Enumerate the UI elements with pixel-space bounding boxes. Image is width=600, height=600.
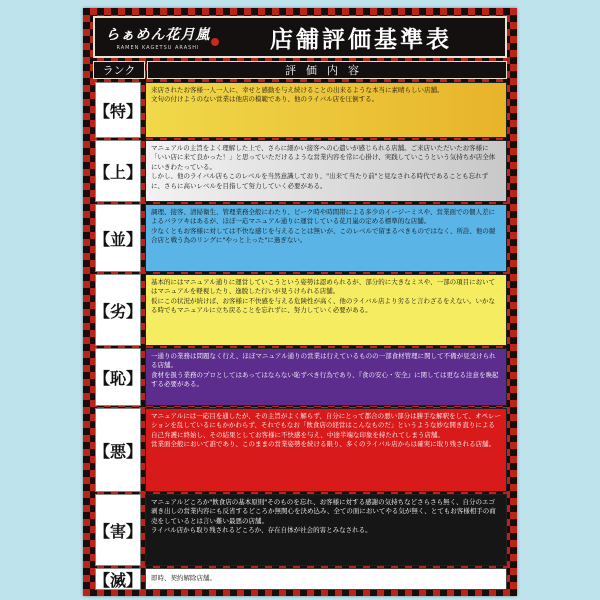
logo-text: らぁめん花月嵐 [105, 26, 211, 43]
rank-description [145, 348, 507, 406]
rank-description [145, 568, 507, 590]
rank-description [145, 204, 507, 272]
description-line: ライバル店から取り残されるどころか、存在自体が社会的害とみなされる。 [151, 526, 372, 535]
logo-seal-icon [211, 38, 219, 46]
rank-label: 【劣】 [94, 301, 143, 321]
rank-label-box [95, 274, 141, 346]
rank-row-gai [93, 494, 507, 566]
description-line: 少なくともお客様に対しては不快な感じを与えることは無いが、このレベルで留まるべきものではなく、所詮、他の競合店と戦う為のリングに"やっと上った"に過ぎない。 [151, 226, 496, 245]
description-line: 基本的にはマニュアル通りに運営していこうという姿勢は認められるが、部分的に大きなミスや、一部の項目においてはマニュアルを軽視したり、逸脱した行いが見うけられる店舗。 [151, 278, 496, 296]
rank-label-box [95, 204, 141, 272]
description-line: マニュアルの主旨をよく理解した上で、さらに細かい接客への心遣いが感じられる店舗。ご来店いただいたお客様に「いい店に来て良かった！」と思っていただけるような営業内容を常に心掛け、実践していこうという気持ちが店全体にいきわたっている。 [151, 144, 496, 171]
description-line: 営業面全般において誰であり、このままの営業姿勢を続ける限り、多くのライバル店からは確実に取り残される店舗。 [151, 440, 496, 449]
description-line: マニュアルには一応目を通したが、その主旨がよく解らず、自分にとって都合の悪い部分は勝手な解釈をして、オペレーションを乱しているにもかかわらず、それでもなお「飲食店の経営はこんなものだ」というような妙な開き直りによる自己弁護に終始し、その結果としてお客様に不快感を与え、中途半端な印象を持たれてしまう店舗。 [151, 412, 501, 439]
description-line: 食材を扱う業務のプロとしてはあってはならない恥ずべき行為であり、『食の安心・安全』に関しては更なる注意を喚起する必要がある。 [151, 370, 499, 389]
rank-label-box [95, 140, 141, 202]
rank-label: 【特】 [94, 101, 143, 121]
description-line: 仮にこの状況が続けば、お客様に不快感を与える危険性が高く、他のライバル店より劣ると言わざるをえない。いかなる時でもマニュアルに立ち戻ることを忘れずに、努力していく必要がある。 [151, 296, 496, 315]
column-header [93, 61, 507, 79]
rank-label-box [95, 82, 141, 138]
rank-row-retsu [93, 274, 507, 346]
rank-description [145, 140, 507, 202]
page-title: 店舗評価基準表 [270, 26, 452, 53]
rank-label-box [95, 408, 141, 492]
rank-label: 【上】 [94, 162, 143, 182]
rank-description [145, 494, 507, 566]
rank-row-chi [93, 348, 507, 406]
poster-header [93, 16, 507, 58]
description-line: 即時、契約解除店舗。 [151, 574, 216, 583]
description-line: 来店されたお客様一人一人に、幸せと感動を与え続けることの出来るような本当に素晴らしい店舗。 [151, 86, 444, 94]
rank-row-metsu [93, 568, 507, 590]
rank-label-box [95, 348, 141, 406]
rank-row-nami [93, 204, 507, 272]
rank-label: 【並】 [94, 229, 143, 249]
rank-row-aku [93, 408, 507, 492]
description-line: 調理、接客、清掃衛生、管理業務全般にわたり、ピーク時や時間帯による多少のイージーミスや、営業面での個人差によるバラツキはあるが、ほぼ一応マニュアル通りに運営している花月嵐の定める標準的な店舗。 [151, 208, 495, 226]
description-line: 一通りの業務は問題なく行え、ほぼマニュアル通りの営業は行えているものの一部食材管理に関して不備が見受けられる店舗。 [151, 352, 496, 370]
rank-label: 【害】 [94, 521, 143, 541]
logo-subtext: RAMEN KAGETSU ARASHI [116, 44, 200, 51]
rank-description [145, 82, 507, 138]
description-line: 文句の付けようのない営業は他店の模範であり、他のライバル店を圧倒する。 [151, 95, 379, 104]
rank-description [145, 274, 507, 346]
column-header-rank: ランク [93, 61, 145, 79]
rank-label: 【悪】 [94, 441, 143, 461]
rank-row-toku [93, 82, 507, 138]
brand-logo [99, 20, 217, 54]
rank-label-box [95, 568, 141, 590]
description-line: マニュアルどころか"飲食店の基本原則"そのものを忘れ、お客様に対する感謝の気持ちなどさらさら無く、自分のエゴ剥き出しの営業内容にも反省するどころか無関心を決め込み、全ての面においてやる気が無く、とてもお客様相手の商売をしているとは言い難い最悪の店舗。 [151, 498, 496, 525]
column-header-content: 評価内容 [147, 61, 507, 79]
rank-label: 【恥】 [94, 368, 143, 388]
rank-description [145, 408, 507, 492]
rank-label: 【滅】 [94, 570, 143, 590]
evaluation-poster [83, 8, 517, 596]
description-line: しかし、他のライバル店もこのレベルを当然意識しており、"出来て当たり前"と見なされる時代であることも忘れずに、さらに高いレベルを目指して努力していく必要がある。 [151, 172, 489, 190]
rank-row-jou [93, 140, 507, 202]
rank-label-box [95, 494, 141, 566]
